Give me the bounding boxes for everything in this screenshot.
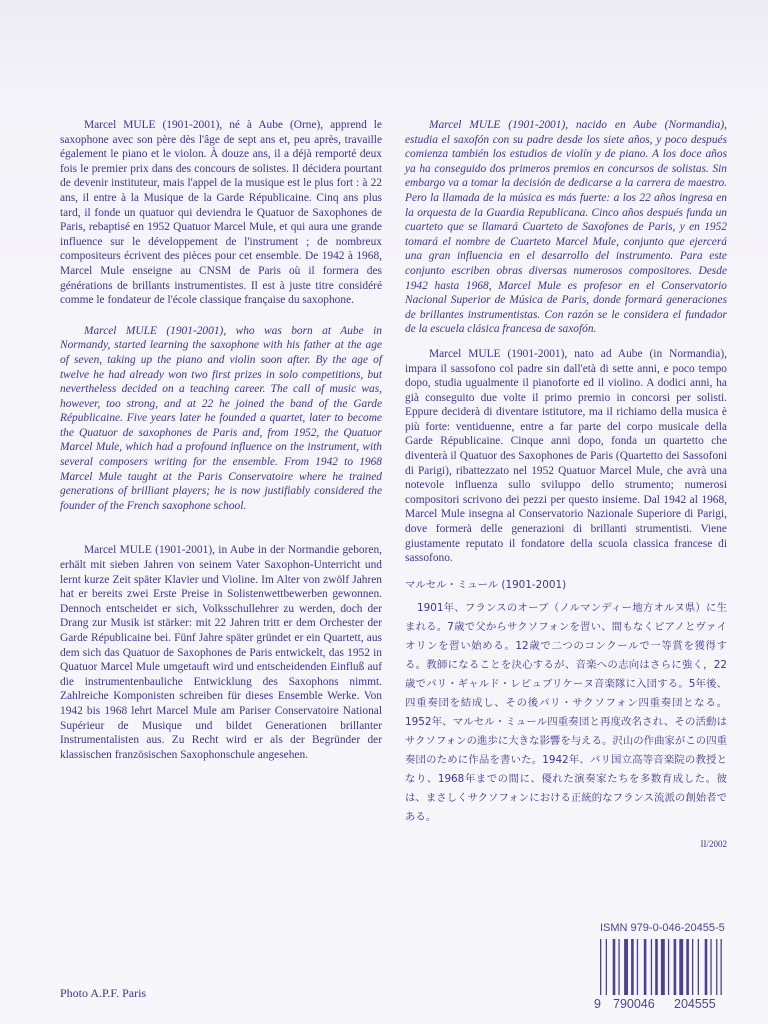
barcode-bar: [674, 939, 677, 995]
biography-french-text: Marcel MULE (1901-2001), né à Aube (Orne), apprend le saxophone avec son père dès l'âge de sept ans et, peu après, travaille également le piano et le violon. À douze ans, il a déjà remporté deux fois le premier prix dans des concours de solistes. Il décidera pourtant de devenir instituteur, mais l'appel de la musique est le plus fort : à 22 ans, il entre à la Musique de la Garde Républicaine. Cinq ans plus tard, il fonde un quatuor qui deviendra le Quatuor de Saxophones de Paris, rebaptisé en 1952 Quatuor Marcel Mule, et qui aura une grande influence sur le développement de l'instrument ; de nombreux compositeurs écrivent des pièces pour cet ensemble. De 1942 à 1968, Marcel Mule enseigne au CNSM de Paris où il formera des générations de brillants instrumentistes. Il est à juste titre considéré comme le fondateur de l'école classique française du saxophone.: [60, 119, 382, 307]
biography-english: [60, 324, 382, 514]
barcode-bar: [661, 939, 665, 995]
biography-english-text: Marcel MULE (1901-2001), who was born at Aube in Normandy, started learning the saxophone with his father at the age of seven, taking up the piano and violin soon after. By the age of twelve he had already won two first prizes in solo competitions, but nevertheless decided on a teaching career. The call of music was, however, too strong, and at 22 he joined the band of the Garde Républicaine. Five years later he founded a quartet, later to become the Quatuor de saxophones de Paris and, from 1952, the Quatuor Marcel Mule, which had a profound influence on the instrument, with several composers writing for the ensemble. From 1942 to 1968 Marcel Mule taught at the Paris Conservatoire where he trained generations of brilliant players; he is now justifiably considered the founder of the French saxophone school.: [60, 324, 382, 512]
edition-date: II/2002: [700, 838, 727, 849]
ismn-label: ISMN 979-0-046-20455-5: [600, 922, 725, 934]
barcode-bar: [655, 939, 658, 995]
right-column: [405, 118, 727, 849]
biography-german-text: Marcel MULE (1901-2001), in Aube in der Normandie geboren, erhält mit sieben Jahren von seinem Vater Saxophon-Unterricht und lernt kurze Zeit später Klavier und Violine. Im Alter von zwölf Jahren hat er bereits zwei Erste Preise in Solistenwettbewerben gewonnen. Dennoch entscheidet er sich, Volksschullehrer zu werden, doch der Drang zur Musik ist stärker: mit 22 Jahren tritt er dem Orchester der Garde Républicaine bei. Fünf Jahre später gründet er ein Quartett, aus dem sich das Quatuor de Saxophones de Paris entwickelt, das 1952 in Quatuor Marcel Mule umgetauft wird und entscheidenden Einfluß auf die instrumentenbauliche Entwicklung des Saxophons nimmt. Zahlreiche Komponisten schreiben für dieses Ensemble Werke. Von 1942 bis 1968 lehrt Marcel Mule am Pariser Conservatoire National Supérieur de Musique und bildet Generationen brillanter Instrumentalisten aus. Zu Recht wird er als der Begründer der klassischen französischen Saxophonschule angesehen.: [60, 544, 382, 761]
barcode-bar: [716, 939, 717, 995]
biography-japanese-title: マルセル・ミュール (1901-2001): [405, 578, 567, 591]
barcode-left-digits: 790046: [613, 997, 655, 1011]
biography-spanish-text: Marcel MULE (1901-2001), nacido en Aube (Normandia), estudia el saxofón con su padre desde los siete años, y poco después comienza también los estudios de violín y de piano. A los doce años ya ha conseguido dos primeros premios en concursos de solistas. Sin embargo va a tomar la decisión de dedicarse a la carrera de maestro. Pero la llamada de la música es más fuerte: a los 22 años ingresa en la orquesta de la Guardia Republicana. Cinco años después funda un cuarteto que se llamará Cuarteto de Saxofones de Paris, y en 1952 tomará el nombre de Cuarteto Marcel Mule, conjunto que ejercerá una gran influencia en el desarrollo del instrumento. Para este conjunto escriben obras diversas numerosos compositores. Desde 1942 hasta 1968, Marcel Mule es profesor en el Conservatorio Nacional Superior de Música de Paris, donde formará generaciones de brillantes instrumentistas. Con razón se le considera el fundador de la escuela clásica francesa de saxofón.: [405, 119, 727, 336]
biography-french: [60, 118, 382, 308]
barcode-bar: [679, 939, 683, 995]
barcode-bar: [668, 939, 669, 995]
barcode-bar: [692, 939, 693, 995]
barcode-bar: [618, 939, 619, 995]
barcode-bar: [710, 939, 711, 995]
barcode-bar: [698, 939, 699, 995]
biography-italian: [405, 347, 727, 566]
barcode-bar: [637, 939, 638, 995]
barcode-bar: [686, 939, 689, 995]
left-column: [60, 118, 382, 762]
barcode-bar: [705, 939, 708, 995]
barcode-bar: [644, 939, 647, 995]
barcode-bar: [651, 939, 652, 995]
barcode: [598, 939, 728, 995]
barcode-bar: [613, 939, 616, 995]
biography-spanish: [405, 118, 727, 337]
barcode-lead-digit: 9: [594, 997, 601, 1011]
biography-japanese: [405, 576, 727, 827]
barcode-right-digits: 204555: [674, 997, 716, 1011]
barcode-bar: [721, 939, 722, 995]
barcode-bar: [606, 939, 607, 995]
barcode-bar: [631, 939, 634, 995]
photo-credit: Photo A.P.F. Paris: [60, 986, 147, 1000]
barcode-bar: [600, 939, 601, 995]
biography-italian-text: Marcel MULE (1901-2001), nato ad Aube (in Normandia), impara il sassofono col padre sin dall'età di sette anni, e poco tempo dopo, studia ugualmente il pianoforte ed il violino. A dodici anni, ha già conseguito due volte il primo premio in concorsi per solisti. Eppure deciderà di diventare istitutore, ma il richiamo della musica è più forte: ventiduenne, entre a far parte del corpo musicale della Garde Républicaine. Cinque anni dopo, fonda un quartetto che diventerà il Quatuor des Saxophones de Paris (Quartetto dei Sassofoni di Parigi), ribattezzato nel 1952 Quatuor Marcel Mule, che avrà una notevole influenza sullo sviluppo dello strumento; numerosi compositori scrivono dei pezzi per questo insieme. Dal 1942 al 1968, Marcel Mule insegna al Conservatorio Nazionale Superiore di Parigi, dove formerà delle generazioni di brillanti strumentisti. Viene giustamente reputato il fondatore della scuola classica francese di sassofono.: [405, 347, 727, 565]
biography-japanese-text: 1901年、フランスのオーブ（ノルマンディー地方オルヌ県）に生まれる。7歳で父からサクソフォンを習い、間もなくピアノとヴァイオリンを習い始める。12歳で二つのコンクールで一等賞を獲得する。教師になることを決心するが、音楽への志向はさらに強く，22歳でパリ・ギャルド・レピュブリケーヌ音楽隊に入団する。5年後、四重奏団を結成し、その後パリ・サクソフォン四重奏団となる。1952年、マルセル・ミュール四重奏団と再度改名され、その活動はサクソフォンの進歩に大きな影響を与える。沢山の作曲家がこの四重奏団のために作品を書いた。1942年、パリ国立高等音楽院の教授となり、1968年までの間に、優れた演奏家たちを多数育成した。彼は、まさしくサクソフォンにおける正統的なフランス流派の創始者である。: [405, 601, 727, 823]
biography-german: [60, 543, 382, 762]
barcode-bar: [624, 939, 628, 995]
